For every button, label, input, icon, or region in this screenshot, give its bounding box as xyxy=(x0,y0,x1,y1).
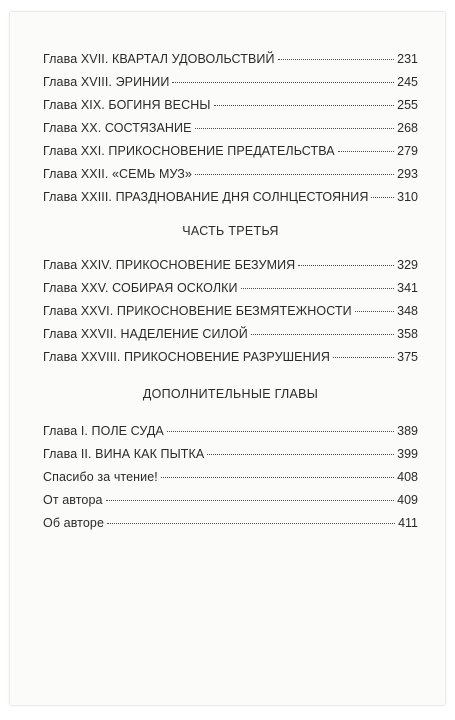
dot-leader xyxy=(278,59,395,60)
part-three-heading: ЧАСТЬ ТРЕТЬЯ xyxy=(182,224,279,238)
dot-leader xyxy=(241,288,395,289)
extra-chapters-heading: ДОПОЛНИТЕЛЬНЫЕ ГЛАВЫ xyxy=(142,387,319,401)
toc-entry-title: Глава XXIV. ПРИКОСНОВЕНИЕ БЕЗУМИЯ xyxy=(43,258,296,272)
toc-entry-page: 293 xyxy=(397,167,418,181)
toc-entry-page: 245 xyxy=(397,75,418,89)
toc-entry xyxy=(43,277,418,300)
toc-entry-page: 411 xyxy=(398,516,418,530)
toc-entry xyxy=(43,346,418,369)
spacer xyxy=(43,406,418,420)
toc-entry-page: 255 xyxy=(397,98,418,112)
toc-entry-title: Глава XXVIII. ПРИКОСНОВЕНИЕ РАЗРУШЕНИЯ xyxy=(43,350,330,364)
toc-entry-title: Глава I. ПОЛЕ СУДА xyxy=(43,424,164,438)
toc-entry-title: Глава XXVII. НАДЕЛЕНИЕ СИЛОЙ xyxy=(43,327,248,341)
dot-leader xyxy=(107,523,395,524)
dot-leader xyxy=(195,128,395,129)
toc-entry xyxy=(43,117,418,140)
toc-entry-page: 329 xyxy=(397,258,418,272)
toc-entry xyxy=(43,94,418,117)
toc-entry-title: Спасибо за чтение! xyxy=(43,470,158,484)
toc-entry-title: Глава XXVI. ПРИКОСНОВЕНИЕ БЕЗМЯТЕЖНОСТИ xyxy=(43,304,352,318)
toc-entry xyxy=(43,512,418,535)
toc-entry xyxy=(43,71,418,94)
toc-entry-page: 375 xyxy=(397,350,418,364)
spacer xyxy=(43,243,418,254)
dot-leader xyxy=(106,500,395,501)
toc-entry-title: Глава II. ВИНА КАК ПЫТКА xyxy=(43,447,205,461)
spacer xyxy=(43,369,418,383)
toc-entry-title: Глава XXV. СОБИРАЯ ОСКОЛКИ xyxy=(43,281,238,295)
toc-entry-title: От автора xyxy=(43,493,103,507)
toc-entry-page: 268 xyxy=(397,121,418,135)
table-of-contents xyxy=(43,48,418,535)
dot-leader xyxy=(161,477,394,478)
toc-entry xyxy=(43,163,418,186)
dot-leader xyxy=(371,197,394,198)
toc-entry xyxy=(43,466,418,489)
toc-entry-title: Глава XXI. ПРИКОСНОВЕНИЕ ПРЕДАТЕЛЬСТВА xyxy=(43,144,335,158)
dot-leader xyxy=(338,151,394,152)
toc-entry xyxy=(43,140,418,163)
dot-leader xyxy=(298,265,394,266)
toc-entry xyxy=(43,420,418,443)
toc-entry-title: Глава XXIII. ПРАЗДНОВАНИЕ ДНЯ СОЛНЦЕСТОЯНИЯ xyxy=(43,190,369,204)
toc-entry-page: 310 xyxy=(397,190,418,204)
toc-entry xyxy=(43,443,418,466)
book-page xyxy=(10,12,445,705)
toc-entry xyxy=(43,186,418,209)
toc-entry-page: 389 xyxy=(397,424,418,438)
toc-entry-page: 231 xyxy=(397,52,418,66)
toc-entry-title: Глава XVII. КВАРТАЛ УДОВОЛЬСТВИЙ xyxy=(43,52,275,66)
toc-entry-title: Глава XXII. «СЕМЬ МУЗ» xyxy=(43,167,192,181)
dot-leader xyxy=(172,82,394,83)
toc-entry-page: 341 xyxy=(397,281,418,295)
toc-entry-page: 408 xyxy=(397,470,418,484)
dot-leader xyxy=(207,454,394,455)
toc-entry-page: 409 xyxy=(397,493,418,507)
toc-entry xyxy=(43,489,418,512)
dot-leader xyxy=(251,334,394,335)
dot-leader xyxy=(167,431,394,432)
toc-entry-page: 399 xyxy=(397,447,418,461)
dot-leader xyxy=(214,105,395,106)
dot-leader xyxy=(355,311,394,312)
toc-entry-page: 279 xyxy=(397,144,418,158)
dot-leader xyxy=(333,357,394,358)
toc-entry-title: Глава XVIII. ЭРИНИИ xyxy=(43,75,170,89)
dot-leader xyxy=(195,174,394,175)
toc-entry-title: Глава XX. СОСТЯЗАНИЕ xyxy=(43,121,192,135)
toc-entry-title: Об авторе xyxy=(43,516,105,530)
toc-entry-page: 358 xyxy=(397,327,418,341)
spacer xyxy=(43,209,418,220)
toc-entry xyxy=(43,323,418,346)
toc-entry-title: Глава XIX. БОГИНЯ ВЕСНЫ xyxy=(43,98,211,112)
toc-entry xyxy=(43,300,418,323)
toc-entry xyxy=(43,48,418,71)
toc-entry-page: 348 xyxy=(397,304,418,318)
toc-entry xyxy=(43,254,418,277)
